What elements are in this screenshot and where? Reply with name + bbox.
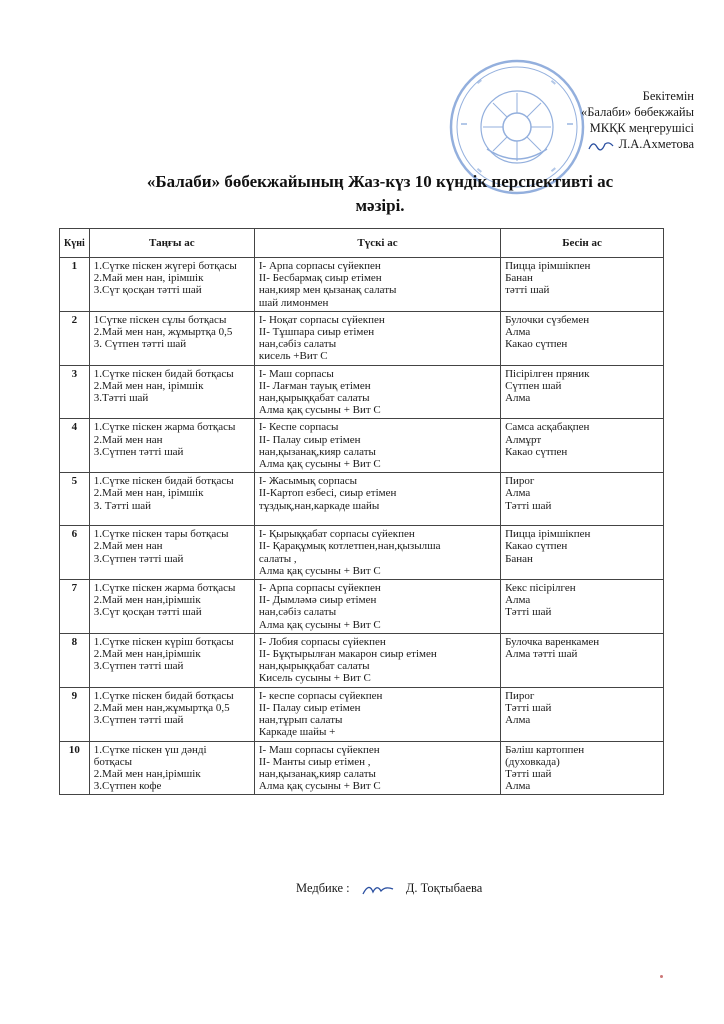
lunch-item: II- Тұшпара сиыр етімен [258,326,375,339]
breakfast-item: 1.Сүтке піскен күріш ботқасы [93,635,234,648]
snack-item: Тәтті шай [505,606,552,619]
snack-item: Алмұрт [505,433,542,446]
snack-item: Пирог [505,689,535,702]
approval-line-1: Бекітемін [642,89,694,103]
lunch-item: шай лимонмен [258,296,329,309]
lunch-item: I- кеспе сорпасы сүйекпен [258,689,383,702]
header-breakfast: Таңғы ас [89,229,254,258]
lunch-cell [254,633,500,687]
lunch-cell [254,258,500,312]
snack-item: Пицца ірімшікпен [505,528,591,541]
snack-item: Самса асқабақпен [505,421,590,434]
snack-cell [501,580,664,634]
lunch-item: Алма қақ сусыны + Вит С [258,780,381,793]
lunch-cell [254,580,500,634]
snack-item: Бәліш картоппен [505,743,585,756]
breakfast-item: 2.Май мен нан [93,433,163,446]
table-row [60,741,664,795]
breakfast-item: ботқасы [93,755,133,768]
lunch-item: I- Арпа сорпасы сүйекпен [258,260,381,272]
breakfast-item: 3.Сүтпен тәтті шай [93,445,184,458]
lunch-item: II- Палау сиыр етімен [258,433,361,446]
page-title [100,170,660,218]
director-signature [587,138,615,152]
lunch-item: II- Манты сиыр етімен , [258,755,371,768]
table-row [60,473,664,526]
snack-item: тәтті шай [505,284,550,297]
table-row [60,687,664,741]
day-number: 4 [60,419,90,473]
lunch-cell [254,365,500,419]
snack-cell [501,365,664,419]
table-header-row [60,229,664,258]
snack-item: Алма тәтті шай [505,648,578,661]
title-line-1: «Балаби» бөбекжайының Жаз-күз 10 күндік перспективті ас [146,172,614,191]
menu-table [59,228,664,795]
breakfast-item: 1Сүтке піскен сұлы ботқасы [93,313,227,326]
menu-table-body [60,258,664,795]
snack-cell [501,741,664,795]
breakfast-item: 1.Сүтке піскен бидай ботқасы [93,475,234,488]
snack-item: Какао сүтпен [505,540,568,553]
snack-item: Алма [505,487,531,500]
breakfast-item: 3.Сүт қосқан тәтті шай [93,606,202,619]
header-snack: Бесін ас [501,229,664,258]
day-number: 1 [60,258,90,312]
table-row [60,633,664,687]
breakfast-item: 2.Май мен нан, ірімшік [93,379,204,392]
snack-item: Банан [505,272,533,285]
lunch-item: II- Палау сиыр етімен [258,701,361,714]
lunch-item: Алма қақ сусыны + Вит С [258,458,381,471]
breakfast-item: 2.Май мен нан,ірімшік [93,594,201,607]
lunch-cell [254,419,500,473]
day-number: 2 [60,311,90,365]
lunch-item: I- Маш сорпасы сүйекпен [258,743,380,756]
approval-line-2: «Балаби» бөбекжайы [581,105,694,119]
lunch-item: тұздық,нан,каркаде шайы [258,499,380,512]
breakfast-item: 1.Сүтке піскен жарма ботқасы [93,421,236,434]
breakfast-cell [89,258,254,312]
table-row [60,580,664,634]
lunch-item: I- Маш сорпасы [258,367,334,380]
snack-cell [501,633,664,687]
lunch-item: Алма қақ сусыны + Вит С [258,404,381,417]
lunch-item: нан,тұрып салаты [258,714,343,727]
snack-item: Тәтті шай [505,499,552,512]
lunch-cell [254,311,500,365]
stray-mark [660,975,663,978]
lunch-item: нан,кияр мен қызанақ салаты [258,284,397,297]
snack-item: Какао сүтпен [505,445,568,458]
lunch-item: II-Картоп езбесі, сиыр етімен [258,487,397,500]
snack-item: Сүтпен шай [505,379,562,392]
breakfast-item: 2.Май мен нан, ірімшік [93,272,204,285]
lunch-item: II- Бұқтырылған макарон сиыр етімен [258,648,437,661]
snack-cell [501,473,664,526]
lunch-item: II- Бесбармақ сиыр етімен [258,272,382,285]
breakfast-item: 2.Май мен нан [93,540,163,553]
snack-item: Алма [505,326,531,339]
header-day: Күні [60,229,90,258]
snack-cell [501,526,664,580]
lunch-item: I- Арпа сорпасы сүйекпен [258,582,381,595]
snack-item: Какао сүтпен [505,338,568,351]
table-row [60,419,664,473]
breakfast-cell [89,633,254,687]
snack-item: Алма [505,780,531,793]
lunch-item: II- Дымләмә сиыр етімен [258,594,377,607]
breakfast-item: 3.Сүт қосқан тәтті шай [93,284,202,297]
snack-cell [501,687,664,741]
snack-item: Пирог [505,475,535,488]
snack-cell [501,311,664,365]
breakfast-item: 1.Сүтке піскен жарма ботқасы [93,582,236,595]
breakfast-cell [89,741,254,795]
breakfast-cell [89,526,254,580]
table-row [60,258,664,312]
approval-line-3: МКҚК меңгерушісі [589,121,694,135]
snack-item: Алма [505,714,531,727]
nurse-signature-line [296,880,482,898]
lunch-item: Кисель сусыны + Вит С [258,672,371,685]
snack-item: Тәтті шай [505,701,552,714]
snack-item: Пицца ірімшікпен [505,260,591,272]
snack-item: Кекс пісірілген [505,582,576,595]
snack-item: Алма [505,594,531,607]
day-number: 6 [60,526,90,580]
lunch-cell [254,526,500,580]
lunch-item: I- Қырыққабат сорпасы сүйекпен [258,528,415,541]
lunch-item: II- Лағман тауық етімен [258,379,371,392]
breakfast-item: 2.Май мен нан,ірімшік [93,648,201,661]
breakfast-item: 3. Тәтті шай [93,499,152,512]
snack-item: Тәтті шай [505,767,552,780]
lunch-item: Каркаде шайы + [258,726,336,739]
lunch-cell [254,473,500,526]
lunch-item: I- Кеспе сорпасы [258,421,339,434]
lunch-item: II- Қарақұмық котлетпен,нан,қызылша [258,540,441,553]
breakfast-item: 1.Сүтке піскен тары ботқасы [93,528,229,541]
lunch-item: I- Жасымық сорпасы [258,475,358,488]
lunch-item: кисель +Вит С [258,350,328,363]
snack-item: Банан [505,552,533,565]
breakfast-cell [89,311,254,365]
nurse-signature [361,880,395,898]
snack-cell [501,419,664,473]
breakfast-cell [89,687,254,741]
snack-item: Булочки сүзбемен [505,313,590,326]
lunch-item: нан,қырыққабат салаты [258,660,370,673]
breakfast-item: 2.Май мен нан,жұмыртқа 0,5 [93,701,230,714]
director-name: Л.А.Ахметова [618,137,694,151]
breakfast-item: 3.Сүтпен кофе [93,780,162,793]
nurse-label: Медбике : [296,880,350,895]
snack-cell [501,258,664,312]
breakfast-item: 1.Сүтке піскен бидай ботқасы [93,689,234,702]
header-lunch: Түскі ас [254,229,500,258]
breakfast-item: 1.Сүтке піскен жүгері ботқасы [93,260,237,272]
day-number: 3 [60,365,90,419]
day-number: 9 [60,687,90,741]
day-number: 10 [60,741,90,795]
day-number: 8 [60,633,90,687]
approval-line-4 [494,136,694,152]
title-line-2: мәзірі. [355,196,405,215]
nurse-name: Д. Тоқтыбаева [405,880,483,895]
breakfast-item: 3.Сүтпен тәтті шай [93,714,184,727]
breakfast-item: 3. Сүтпен тәтті шай [93,338,187,351]
lunch-item: нан,қызанақ,кияр салаты [258,767,376,780]
breakfast-cell [89,580,254,634]
table-row [60,311,664,365]
breakfast-cell [89,419,254,473]
breakfast-item: 2.Май мен нан, жұмыртқа 0,5 [93,326,233,339]
lunch-cell [254,687,500,741]
lunch-item: нан,сәбіз салаты [258,338,337,351]
lunch-item: I- Лобия сорпасы сүйекпен [258,635,386,648]
approval-block [494,88,694,152]
lunch-item: Алма қақ сусыны + Вит С [258,618,381,631]
snack-item: Булочка варенкамен [505,635,600,648]
breakfast-item: 3.Сүтпен тәтті шай [93,660,184,673]
lunch-item: нан,қырыққабат салаты [258,392,370,405]
breakfast-cell [89,473,254,526]
snack-item: (духовкада) [505,755,560,768]
breakfast-item: 2.Май мен нан, ірімшік [93,487,204,500]
lunch-cell [254,741,500,795]
breakfast-item: 3.Тәтті шай [93,392,149,405]
breakfast-item: 2.Май мен нан,ірімшік [93,767,201,780]
lunch-item: I- Ноқат сорпасы сүйекпен [258,313,385,326]
day-number: 5 [60,473,90,526]
snack-item: Пісірілген пряник [505,367,590,380]
breakfast-item: 1.Сүтке піскен бидай ботқасы [93,367,234,380]
breakfast-item: 3.Сүтпен тәтті шай [93,552,184,565]
breakfast-item: 1.Сүтке піскен үш дәнді [93,743,207,756]
day-number: 7 [60,580,90,634]
lunch-item: нан,сәбіз салаты [258,606,337,619]
table-row [60,526,664,580]
table-row [60,365,664,419]
breakfast-cell [89,365,254,419]
lunch-item: Алма қақ сусыны + Вит С [258,564,381,577]
lunch-item: нан,қызанақ,кияр салаты [258,445,376,458]
lunch-item: салаты , [258,552,297,565]
snack-item: Алма [505,392,531,405]
